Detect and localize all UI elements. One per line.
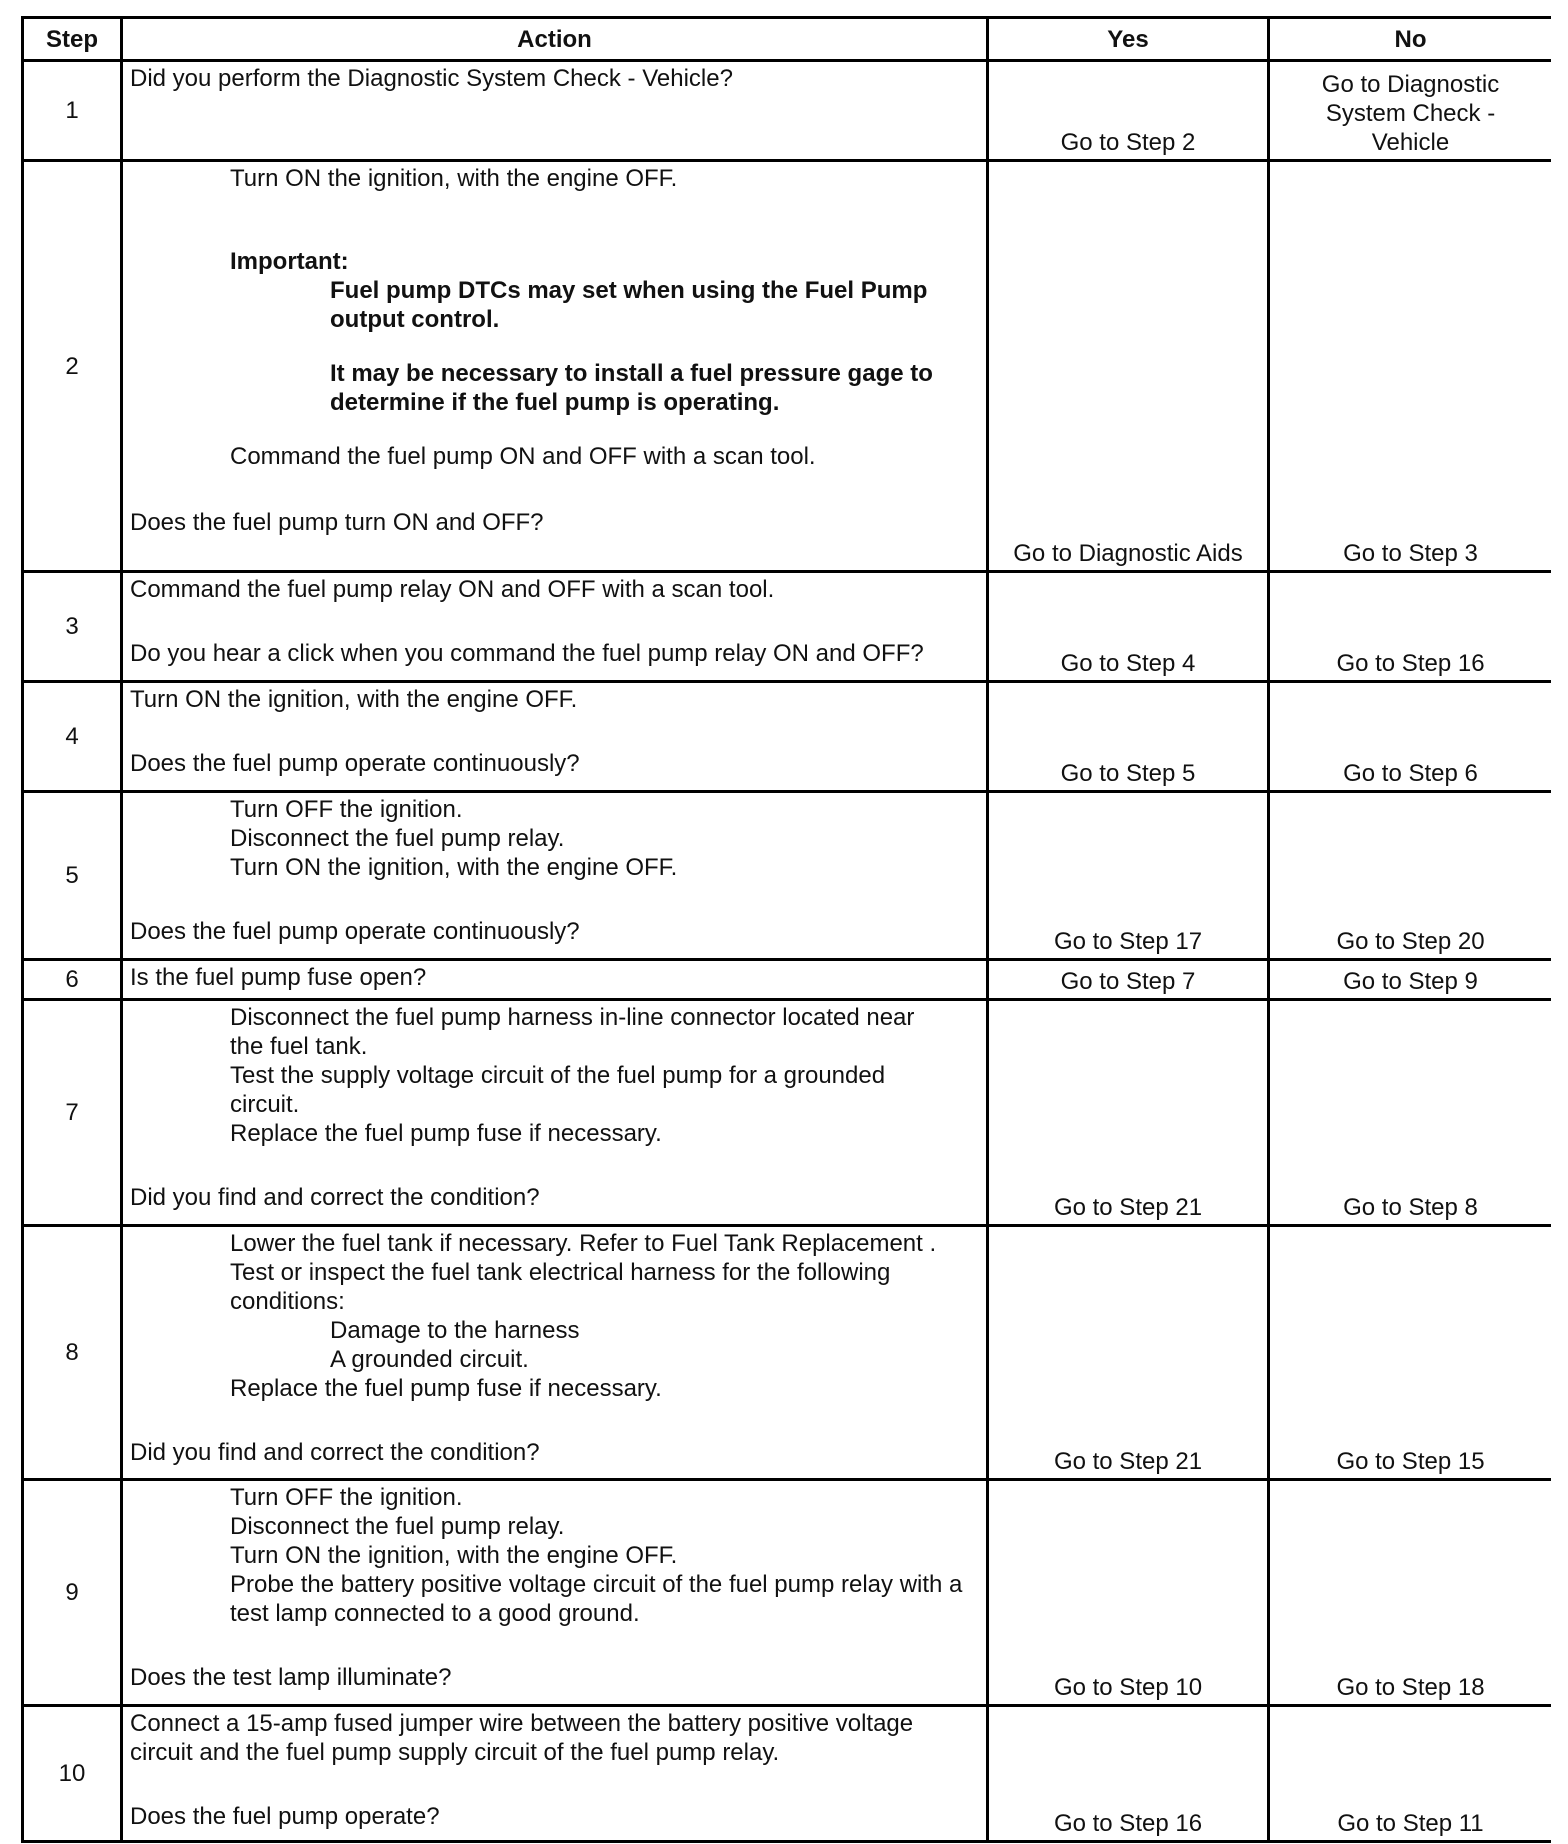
action-question: Does the fuel pump turn ON and OFF?: [130, 509, 544, 536]
action-line: Turn ON the ignition, with the engine OFF.: [230, 854, 678, 881]
action-cell: [122, 572, 988, 682]
step-number: 9: [23, 1480, 122, 1706]
action-question: Did you find and correct the condition?: [130, 1184, 540, 1211]
no-result: Go to Diagnostic System Check - Vehicle: [1269, 61, 1552, 161]
step-number: 8: [23, 1226, 122, 1480]
action-cell: [122, 61, 988, 161]
table-row: [23, 1706, 1552, 1842]
step-number: 7: [23, 1000, 122, 1226]
no-result: Go to Step 16: [1269, 572, 1552, 682]
yes-result: Go to Step 16: [988, 1706, 1269, 1842]
step-number: 5: [23, 792, 122, 960]
action-line: Disconnect the fuel pump relay.: [230, 1513, 565, 1540]
no-result: Go to Step 9: [1269, 960, 1552, 1000]
header-row: [23, 18, 1552, 61]
table-row: [23, 1480, 1552, 1706]
header-action: Action: [122, 18, 988, 61]
yes-result: Go to Step 10: [988, 1480, 1269, 1706]
action-line: Turn ON the ignition, with the engine OFF.: [130, 686, 578, 713]
action-question: Does the fuel pump operate continuously?: [130, 750, 580, 777]
important-label: Important:: [230, 248, 349, 275]
action-line: Turn ON the ignition, with the engine OFF.: [230, 1542, 678, 1569]
table-row: [23, 1226, 1552, 1480]
no-result: Go to Step 20: [1269, 792, 1552, 960]
step-number: 6: [23, 960, 122, 1000]
yes-result: Go to Step 7: [988, 960, 1269, 1000]
diagnostic-table-sheet: [21, 16, 1551, 1844]
action-line: Turn ON the ignition, with the engine OFF.: [230, 165, 678, 192]
action-line: Turn OFF the ignition.: [230, 796, 463, 823]
header-step: Step: [23, 18, 122, 61]
yes-result: Go to Step 21: [988, 1000, 1269, 1226]
step-number: 3: [23, 572, 122, 682]
action-question: Did you find and correct the condition?: [130, 1439, 540, 1466]
action-line: Turn OFF the ignition.: [230, 1484, 463, 1511]
header-no: No: [1269, 18, 1552, 61]
action-line: Test or inspect the fuel tank electrical harness for the following conditions:: [230, 1259, 891, 1315]
action-subline: A grounded circuit.: [330, 1346, 529, 1373]
action-question: Did you perform the Diagnostic System Check - Vehicle?: [130, 65, 733, 92]
action-line: Command the fuel pump ON and OFF with a scan tool.: [230, 443, 816, 470]
step-number: 2: [23, 161, 122, 572]
action-question: Does the fuel pump operate continuously?: [130, 918, 580, 945]
action-line: Disconnect the fuel pump harness in-line connector located near the fuel tank.: [230, 1004, 915, 1060]
table-row: [23, 61, 1552, 161]
important-note: It may be necessary to install a fuel pressure gage to determine if the fuel pump is operating.: [330, 360, 933, 416]
yes-result: Go to Step 4: [988, 572, 1269, 682]
action-question: Is the fuel pump fuse open?: [130, 964, 427, 991]
no-result: Go to Step 11: [1269, 1706, 1552, 1842]
action-cell: [122, 682, 988, 792]
no-result: Go to Step 18: [1269, 1480, 1552, 1706]
action-line: Probe the battery positive voltage circuit of the fuel pump relay with a test lamp connected to a good ground.: [230, 1571, 963, 1627]
step-number: 4: [23, 682, 122, 792]
action-cell: [122, 1480, 988, 1706]
no-result: Go to Step 3: [1269, 161, 1552, 572]
action-line: Command the fuel pump relay ON and OFF with a scan tool.: [130, 576, 775, 603]
no-result: Go to Step 15: [1269, 1226, 1552, 1480]
yes-result: Go to Step 17: [988, 792, 1269, 960]
action-cell: [122, 960, 988, 1000]
action-question: Does the fuel pump operate?: [130, 1803, 440, 1830]
action-cell: [122, 1706, 988, 1842]
action-cell: [122, 1000, 988, 1226]
action-cell: [122, 161, 988, 572]
table-row: [23, 572, 1552, 682]
important-note: Fuel pump DTCs may set when using the Fuel Pump output control.: [330, 277, 928, 333]
table-row: [23, 960, 1552, 1000]
action-line: Lower the fuel tank if necessary. Refer to Fuel Tank Replacement .: [230, 1230, 937, 1257]
table-row: [23, 792, 1552, 960]
diagnostic-table: [21, 16, 1551, 1843]
action-question: Do you hear a click when you command the fuel pump relay ON and OFF?: [130, 640, 924, 667]
action-line: Connect a 15-amp fused jumper wire between the battery positive voltage circuit and the fuel pump supply circuit of the fuel pump relay.: [130, 1710, 914, 1766]
table-row: [23, 682, 1552, 792]
yes-result: Go to Step 5: [988, 682, 1269, 792]
action-subline: Damage to the harness: [330, 1317, 580, 1344]
yes-result: Go to Step 2: [988, 61, 1269, 161]
action-cell: [122, 792, 988, 960]
action-line: Replace the fuel pump fuse if necessary.: [230, 1375, 662, 1402]
action-line: Replace the fuel pump fuse if necessary.: [230, 1120, 662, 1147]
step-number: 1: [23, 61, 122, 161]
no-result: Go to Step 8: [1269, 1000, 1552, 1226]
yes-result: Go to Diagnostic Aids: [988, 161, 1269, 572]
action-line: Test the supply voltage circuit of the fuel pump for a grounded circuit.: [230, 1062, 886, 1118]
no-result: Go to Step 6: [1269, 682, 1552, 792]
step-number: 10: [23, 1706, 122, 1842]
action-cell: [122, 1226, 988, 1480]
table-row: [23, 161, 1552, 572]
action-question: Does the test lamp illuminate?: [130, 1664, 452, 1691]
table-row: [23, 1000, 1552, 1226]
yes-result: Go to Step 21: [988, 1226, 1269, 1480]
action-line: Disconnect the fuel pump relay.: [230, 825, 565, 852]
header-yes: Yes: [988, 18, 1269, 61]
